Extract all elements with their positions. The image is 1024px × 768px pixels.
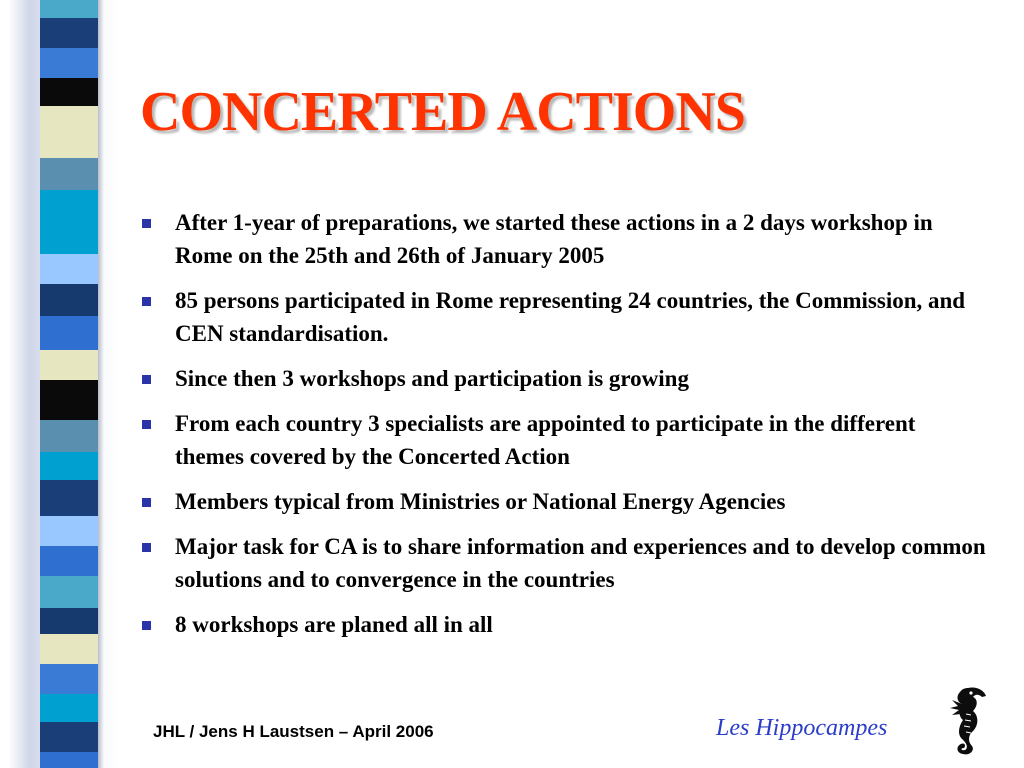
banner-stripe <box>40 132 98 158</box>
bullet-text: 8 workshops are planed all in all <box>175 612 493 637</box>
square-bullet-icon <box>142 375 151 384</box>
banner-stripe <box>40 158 98 190</box>
bullet-text: Since then 3 workshops and participation is growing <box>175 366 689 391</box>
banner-shadow <box>98 0 104 768</box>
square-bullet-icon <box>142 543 151 552</box>
bullet-item <box>140 206 990 272</box>
banner-stripe <box>40 452 98 480</box>
square-bullet-icon <box>142 219 151 228</box>
bullet-text: From each country 3 specialists are appointed to participate in the different themes covered by the Concerted Action <box>175 411 916 469</box>
banner-stripe <box>40 284 98 316</box>
bullet-item <box>140 362 990 395</box>
banner-stripe <box>40 254 98 284</box>
banner-stripe <box>40 380 98 420</box>
bullet-item <box>140 284 990 350</box>
bullet-text: Members typical from Ministries or National Energy Agencies <box>175 489 786 514</box>
square-bullet-icon <box>142 297 151 306</box>
footer-author: JHL / Jens H Laustsen – April 2006 <box>153 722 434 741</box>
banner-stripe <box>40 106 98 132</box>
bullet-item <box>140 407 990 473</box>
banner-stripe <box>40 224 98 254</box>
banner-stripe <box>40 18 98 48</box>
banner-stripe <box>40 722 98 752</box>
banner-stripe <box>40 480 98 516</box>
striped-banner <box>40 0 98 768</box>
bullet-text: After 1-year of preparations, we started these actions in a 2 days workshop in Rome on the 25th and 26th of January 2005 <box>175 210 933 268</box>
slide-title: CONCERTED ACTIONS <box>140 81 745 143</box>
banner-stripe <box>40 48 98 78</box>
banner-stripe <box>40 752 98 768</box>
banner-stripe <box>40 316 98 350</box>
bullet-item <box>140 608 990 641</box>
banner-stripe <box>40 694 98 722</box>
banner-stripe <box>40 608 98 634</box>
bullet-item <box>140 530 990 596</box>
square-bullet-icon <box>142 498 151 507</box>
banner-stripe <box>40 0 98 18</box>
banner-stripe <box>40 78 98 106</box>
square-bullet-icon <box>142 420 151 429</box>
bullet-text: Major task for CA is to share information and experiences and to develop common solutions and to convergence in the countries <box>175 534 986 592</box>
banner-stripe <box>40 420 98 452</box>
bullet-text: 85 persons participated in Rome representing 24 countries, the Commission, and CEN standardisation. <box>175 288 966 346</box>
seahorse-icon <box>938 684 990 762</box>
banner-stripe <box>40 546 98 576</box>
square-bullet-icon <box>142 621 151 630</box>
banner-stripe <box>40 576 98 608</box>
banner-stripe <box>40 350 98 380</box>
footer-brand: Les Hippocampes <box>716 715 888 741</box>
banner-stripe <box>40 664 98 694</box>
banner-stripe <box>40 516 98 546</box>
banner-stripe <box>40 190 98 224</box>
bullet-item <box>140 485 990 518</box>
banner-stripe <box>40 634 98 664</box>
bullet-list <box>140 206 990 653</box>
